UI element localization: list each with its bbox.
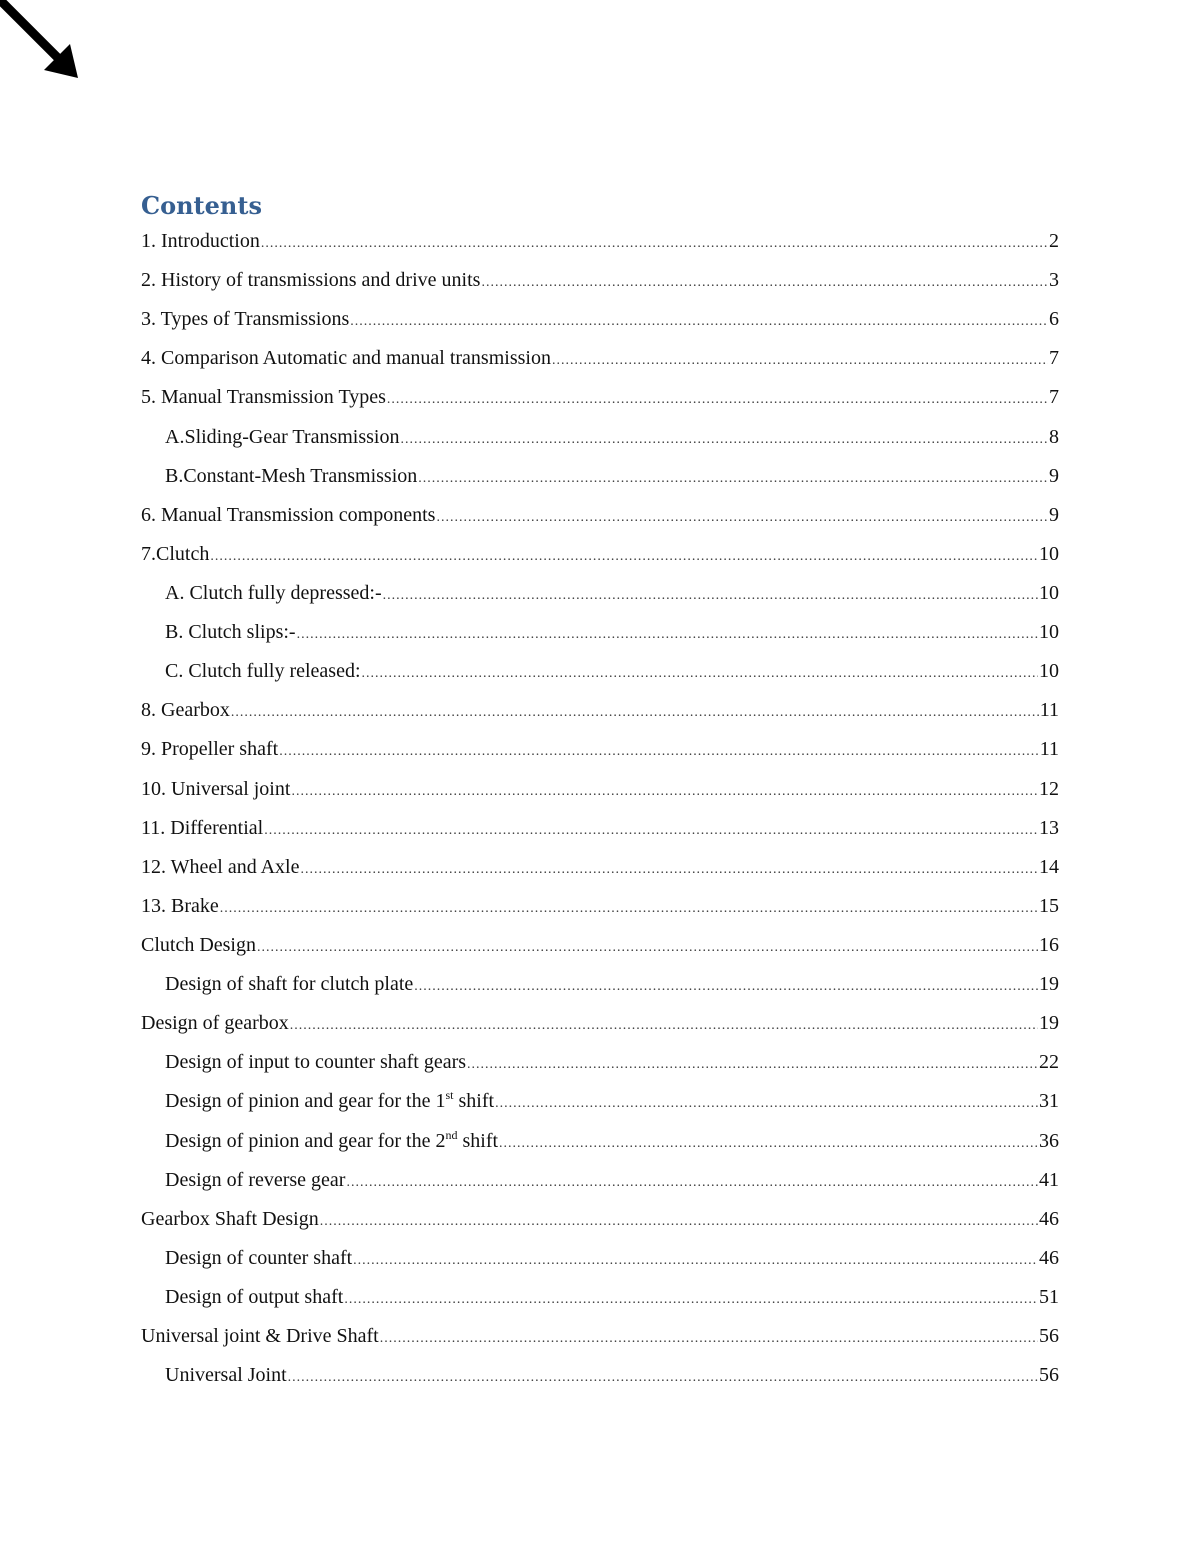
toc-entry[interactable] [141,891,1059,930]
toc-dot-leader [353,1248,1038,1274]
toc-page-number[interactable]: 9 [1049,503,1059,526]
toc-entry[interactable] [141,617,1059,656]
toc-dot-leader [288,1365,1038,1391]
toc-entry-title[interactable] [141,815,263,841]
toc-entry-title[interactable] [165,619,296,645]
toc-entry-title-text: Design of shaft for clutch plate [165,973,414,996]
toc-entry[interactable] [141,1204,1059,1243]
toc-entry-title-text: C. Clutch fully released: [165,660,361,683]
toc-entry[interactable] [141,930,1059,969]
toc-entry[interactable] [141,969,1059,1008]
toc-page-number[interactable]: 41 [1039,1168,1059,1191]
toc-entry[interactable] [141,813,1059,852]
toc-entry-title-text: 5. Manual Transmission Types [141,386,386,409]
toc-entry-title-text: Design of gearbox [141,1012,289,1035]
toc-entry-title[interactable] [141,1010,289,1036]
toc-page-number[interactable]: 13 [1039,816,1059,839]
toc-entry-title-text: Design of reverse gear [165,1168,346,1191]
toc-dot-leader [297,622,1038,648]
toc-page-number[interactable]: 6 [1049,308,1059,331]
toc-entry-title-text: 11. Differential [141,816,264,839]
toc-entry-title-text: 2. History of transmissions and drive units [141,269,481,292]
toc-page-number[interactable]: 10 [1039,660,1059,683]
toc-entry-title[interactable] [165,424,399,450]
toc-entry-title[interactable] [141,697,230,723]
toc-dot-leader [261,231,1048,257]
toc-entry[interactable] [141,1282,1059,1321]
toc-entry-title-text: 7.Clutch [141,542,210,565]
toc-dot-leader [300,857,1038,883]
toc-page-number[interactable]: 46 [1039,1207,1059,1230]
toc-page-number[interactable]: 10 [1039,542,1059,565]
toc-dot-leader [290,1013,1038,1039]
toc-page-number[interactable]: 22 [1039,1051,1059,1074]
toc-page-number[interactable]: 7 [1049,347,1059,370]
toc-page-number[interactable]: 19 [1039,973,1059,996]
toc-page-number[interactable]: 10 [1039,621,1059,644]
toc-dot-leader [552,348,1048,374]
toc-entry-title[interactable] [165,971,413,997]
arrow-cursor-icon [0,0,90,90]
document-page [141,188,1059,1399]
toc-entry-title-text: Universal joint & Drive Shaft [141,1325,379,1348]
toc-entry[interactable] [141,539,1059,578]
toc-entry-title-text: Universal Joint [165,1364,287,1387]
toc-entry[interactable] [141,1243,1059,1282]
toc-dot-leader [380,1326,1038,1352]
toc-entry-title[interactable] [165,1128,498,1154]
toc-entry[interactable] [141,695,1059,734]
toc-entry-title-text: B.Constant-Mesh Transmission [165,464,418,487]
toc-dot-leader [257,935,1038,961]
toc-entry-title[interactable] [141,932,256,958]
toc-page-number[interactable]: 51 [1039,1285,1059,1308]
toc-entry[interactable] [141,500,1059,539]
toc-page-number[interactable]: 11 [1039,699,1059,722]
toc-page-number[interactable]: 14 [1039,855,1059,878]
toc-dot-leader [362,661,1038,687]
toc-entry-title[interactable] [165,463,417,489]
toc-page-number[interactable]: 3 [1049,269,1059,292]
toc-page-number[interactable]: 8 [1049,425,1059,448]
toc-dot-leader [344,1287,1038,1313]
toc-entry[interactable] [141,382,1059,421]
toc-entry[interactable] [141,578,1059,617]
toc-entry[interactable] [141,1165,1059,1204]
toc-entry-title[interactable] [165,1088,494,1114]
toc-dot-leader [346,1170,1038,1196]
toc-entry[interactable] [141,304,1059,343]
toc-dot-leader [383,583,1038,609]
toc-dot-leader [418,466,1048,492]
toc-entry-title-text: 3. Types of Transmissions [141,308,350,331]
toc-dot-leader [436,505,1048,531]
toc-entry-title[interactable] [165,1362,287,1388]
toc-dot-leader [291,779,1038,805]
toc-dot-leader [481,270,1048,296]
toc-dot-leader [495,1091,1038,1117]
toc-entry-title[interactable] [165,1284,343,1310]
toc-entry-title-text: 8. Gearbox [141,699,230,722]
toc-dot-leader [264,818,1038,844]
toc-page-number[interactable]: 2 [1049,230,1059,252]
toc-entry[interactable] [141,265,1059,304]
toc-dot-leader [387,387,1048,413]
toc-entry-title-text: Gearbox Shaft Design [141,1207,319,1230]
toc-dot-leader [499,1131,1038,1157]
toc-entry-title-text: 9. Propeller shaft [141,738,279,761]
toc-entry-title-text: Design of pinion and gear for the 1 [165,1090,446,1113]
toc-entry-title[interactable] [141,893,219,919]
toc-page-number[interactable]: 56 [1039,1325,1059,1348]
toc-page-number[interactable]: 7 [1049,386,1059,409]
toc-dot-leader [210,544,1038,570]
toc-entry[interactable] [141,422,1059,461]
toc-dot-leader [400,427,1048,453]
toc-entry[interactable] [141,1360,1059,1399]
toc-entry-title[interactable] [141,384,386,410]
toc-entry[interactable] [141,734,1059,773]
toc-entry-title-text: 6. Manual Transmission components [141,503,436,526]
toc-entry-title[interactable] [141,776,290,802]
toc-entry-title-text: Design of input to counter shaft gears [165,1051,467,1074]
toc-entry-title-text: 4. Comparison Automatic and manual transmission [141,347,551,370]
toc-entry-title-text: 12. Wheel and Axle [141,855,300,878]
toc-entry-title-text: 1. Introduction [141,230,260,252]
toc-entry-ordinal-suffix: nd [445,1127,458,1142]
toc-page-number[interactable]: 10 [1039,581,1059,604]
toc-page-number[interactable]: 16 [1039,933,1059,956]
toc-page-number[interactable]: 19 [1039,1012,1059,1035]
toc-entry[interactable] [141,343,1059,382]
toc-entry[interactable] [141,1008,1059,1047]
toc-entry-title-text: Design of output shaft [165,1285,344,1308]
toc-dot-leader [414,974,1038,1000]
toc-page-number[interactable]: 56 [1039,1364,1059,1387]
toc-entry-title[interactable] [165,1049,466,1075]
toc-page-number[interactable]: 12 [1039,777,1059,800]
toc-page-number[interactable]: 11 [1039,738,1059,761]
toc-entry-title-text: B. Clutch slips:- [165,621,296,644]
toc-entry-title[interactable] [141,345,551,371]
toc-entry[interactable] [141,1047,1059,1086]
toc-entry[interactable] [141,1126,1059,1165]
toc-entry-title[interactable] [141,1323,379,1349]
table-of-contents [141,226,1059,1399]
toc-entry[interactable] [141,1321,1059,1360]
toc-dot-leader [220,896,1038,922]
toc-entry-title-text: A. Clutch fully depressed:- [165,581,382,604]
toc-page-number[interactable]: 9 [1049,464,1059,487]
toc-entry-title[interactable] [141,267,480,293]
toc-entry-title-text: 10. Universal joint [141,777,291,800]
toc-entry-title[interactable] [141,541,209,567]
toc-dot-leader [467,1052,1038,1078]
toc-dot-leader [279,739,1039,765]
toc-page-number[interactable]: 31 [1039,1090,1059,1113]
toc-entry[interactable] [141,774,1059,813]
toc-entry-title[interactable] [141,1206,319,1232]
toc-entry-title[interactable] [165,1167,345,1193]
toc-entry-title[interactable] [141,502,435,528]
toc-entry[interactable] [141,226,1059,265]
toc-entry[interactable] [141,656,1059,695]
toc-entry-title[interactable] [141,228,260,254]
toc-entry-title[interactable] [141,854,299,880]
toc-entry-title-text: Design of counter shaft [165,1246,353,1269]
toc-entry-title[interactable] [141,306,349,332]
toc-entry-title[interactable] [165,580,382,606]
toc-entry-title-text: 13. Brake [141,894,219,917]
toc-entry[interactable] [141,461,1059,500]
toc-page-number[interactable]: 15 [1039,894,1059,917]
toc-page-number[interactable]: 36 [1039,1129,1059,1152]
toc-entry[interactable] [141,1086,1059,1125]
toc-dot-leader [350,309,1048,335]
toc-entry-title-text: A.Sliding-Gear Transmission [165,425,400,448]
toc-entry-title[interactable] [165,658,361,684]
toc-entry-ordinal-suffix: st [445,1088,454,1103]
toc-entry-title-text: Design of pinion and gear for the 2 [165,1129,446,1152]
toc-entry-title-tail: shift [453,1090,495,1113]
toc-entry-title[interactable] [141,736,278,762]
toc-dot-leader [320,1209,1038,1235]
toc-heading: Contents [141,191,262,220]
toc-entry[interactable] [141,852,1059,891]
toc-entry-title[interactable] [165,1245,352,1271]
toc-entry-title-tail: shift [457,1129,499,1152]
toc-dot-leader [231,700,1039,726]
toc-page-number[interactable]: 46 [1039,1246,1059,1269]
toc-entry-title-text: Clutch Design [141,933,256,956]
